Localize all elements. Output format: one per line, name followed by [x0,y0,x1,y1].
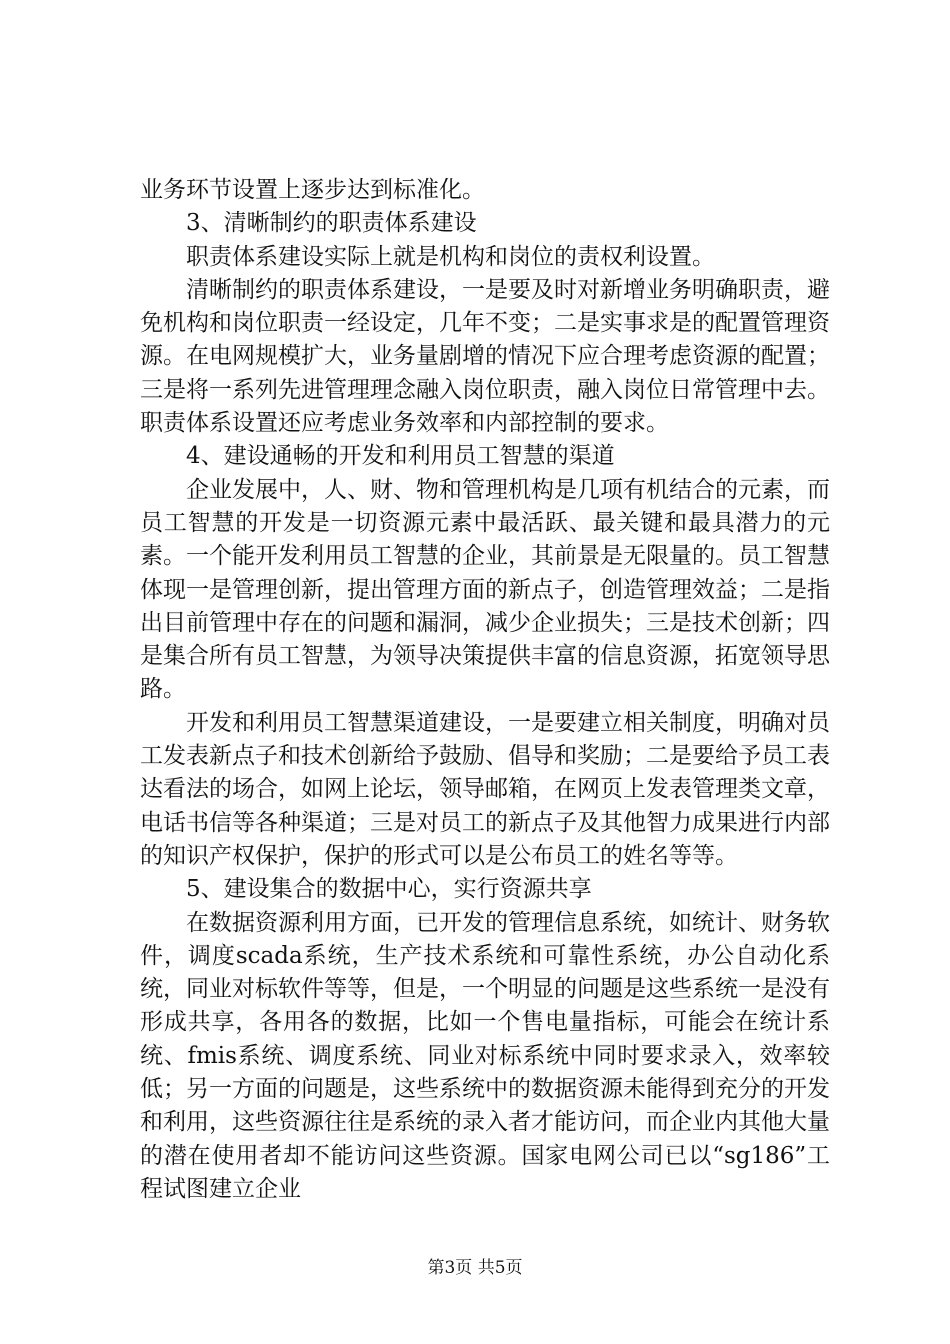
paragraph: 清晰制约的职责体系建设，一是要及时对新增业务明确职责，避免机构和岗位职责一经设定，几年不变；二是实事求是的配置管理资源。在电网规模扩大，业务量剧增的情况下应合理考虑资源的配置；三是将一系列先进管理理念融入岗位职责，融入岗位日常管理中去。职责体系设置还应考虑业务效率和内部控制的要求。 [140,276,830,437]
document-body [140,174,830,1206]
paragraph: 企业发展中，人、财、物和管理机构是几项有机结合的元素，而员工智慧的开发是一切资源元素中最活跃、最关键和最具潜力的元素。一个能开发利用员工智慧的企业，其前景是无限量的。员工智慧体现一是管理创新，提出管理方面的新点子，创造管理效益；二是指出目前管理中存在的问题和漏洞，减少企业损失；三是技术创新；四是集合所有员工智慧，为领导决策提供丰富的信息资源，拓宽领导思路。 [140,476,830,703]
section-heading-5: 5、建设集合的数据中心，实行资源共享 [186,876,592,903]
section-heading-3: 3、清晰制约的职责体系建设 [186,210,477,237]
paragraph: 开发和利用员工智慧渠道建设，一是要建立相关制度，明确对员工发表新点子和技术创新给予鼓励、倡导和奖励；二是要给予员工表达看法的场合，如网上论坛，领导邮箱，在网页上发表管理类文章，电话书信等各种渠道；三是对员工的新点子及其他智力成果进行内部的知识产权保护，保护的形式可以是公布员工的姓名等等。 [140,709,830,869]
section-heading-4: 4、建设通畅的开发和利用员工智慧的渠道 [186,443,615,470]
paragraph: 职责体系建设实际上就是机构和岗位的责权利设置。 [186,243,715,270]
paragraph: 在数据资源利用方面，已开发的管理信息系统，如统计、财务软件，调度scada系统，生产技术系统和可靠性系统，办公自动化系统，同业对标软件等等，但是，一个明显的问题是这些系统一是没有形成共享，各用各的数据，比如一个售电量指标，可能会在统计系统、fmis系统、调度系统、同业对标系统中同时要求录入，效率较低；另一方面的问题是，这些系统中的数据资源未能得到充分的开发和利用，这些资源往往是系统的录入者才能访问，而企业内其他大量的潜在使用者却不能访问这些资源。国家电网公司已以“sg186”工程试图建立企业 [140,909,830,1202]
paragraph-continuation: 业务环节设置上逐步达到标准化。 [140,177,485,203]
page-number-footer: 第3页 共5页 [427,1258,523,1278]
